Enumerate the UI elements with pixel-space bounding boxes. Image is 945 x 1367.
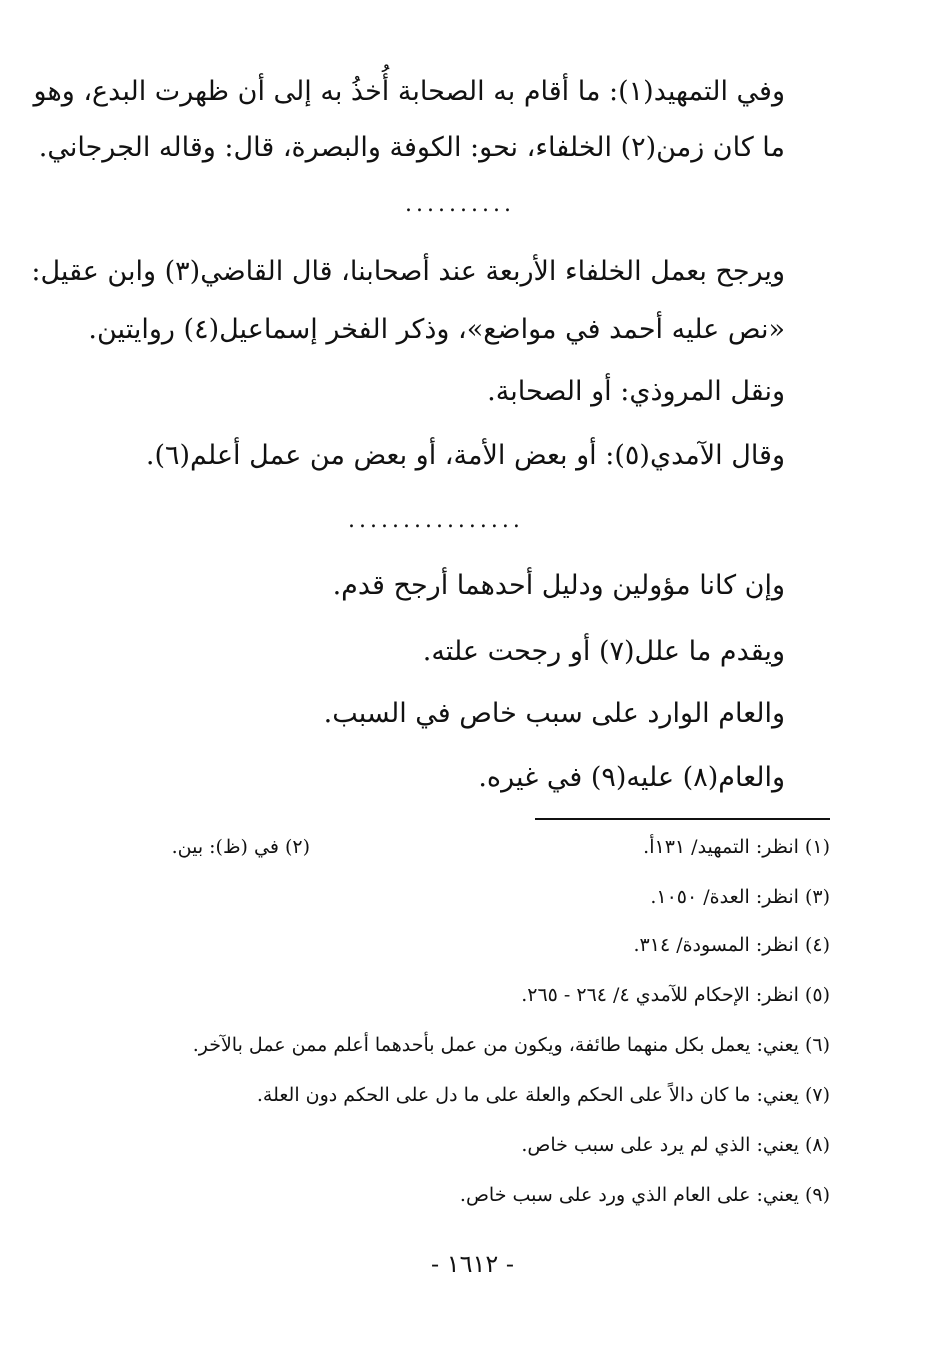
footnote-8: (٨) يعني: الذي لم يرد على سبب خاص. bbox=[521, 1134, 830, 1156]
body-line-4: «نص عليه أحمد في مواضع»، وذكر الفخر إسماعيل(٤) روايتين. bbox=[88, 314, 785, 345]
body-line-5: ونقل المروذي: أو الصحابة. bbox=[487, 376, 785, 407]
footnote-2: (٢) في (ظ): بين. bbox=[171, 836, 310, 858]
footnote-7: (٧) يعني: ما كان دالاً على الحكم والعلة على ما دل على الحكم دون العلة. bbox=[256, 1084, 830, 1106]
footnote-3: (٣) انظر: العدة/ ١٠٥٠. bbox=[650, 886, 830, 908]
footnote-5: (٥) انظر: الإحكام للآمدي ٤/ ٢٦٤ - ٢٦٥. bbox=[521, 984, 830, 1006]
ellipsis-separator: .......... bbox=[405, 192, 515, 217]
footnote-1: (١) انظر: التمهيد/ ١٣١أ. bbox=[643, 836, 830, 858]
body-line-6: وقال الآمدي(٥): أو بعض الأمة، أو بعض من عمل أعلم(٦). bbox=[145, 440, 785, 471]
body-line-7: وإن كانا مؤولين ودليل أحدهما أرجح قدم. bbox=[332, 570, 785, 601]
body-line-8: ويقدم ما علل(٧) أو رجحت علته. bbox=[422, 636, 785, 667]
footnote-4: (٤) انظر: المسودة/ ٣١٤. bbox=[633, 934, 830, 956]
body-line-2: ما كان زمن(٢) الخلفاء، نحو: الكوفة والبصرة، قال: وقاله الجرجاني. bbox=[38, 132, 785, 163]
page-number: - ١٦١٢ - bbox=[430, 1250, 515, 1278]
body-line-3: ويرجح بعمل الخلفاء الأربعة عند أصحابنا، قال القاضي(٣) وابن عقيل: bbox=[31, 256, 785, 287]
footnote-divider bbox=[535, 818, 830, 820]
footnote-6: (٦) يعني: يعمل بكل منهما طائفة، ويكون من عمل بأحدهما أعلم ممن عمل بالآخر. bbox=[192, 1034, 830, 1056]
footnote-9: (٩) يعني: على العام الذي ورد على سبب خاص. bbox=[459, 1184, 830, 1206]
ellipsis-separator: ................ bbox=[348, 508, 524, 533]
body-line-9: والعام الوارد على سبب خاص في السبب. bbox=[323, 698, 785, 729]
body-line-1: وفي التمهيد(١): ما أقام به الصحابة أُخذُ به إلى أن ظهرت البدع، وهو bbox=[33, 76, 785, 107]
body-line-10: والعام(٨) عليه(٩) في غيره. bbox=[478, 762, 785, 793]
